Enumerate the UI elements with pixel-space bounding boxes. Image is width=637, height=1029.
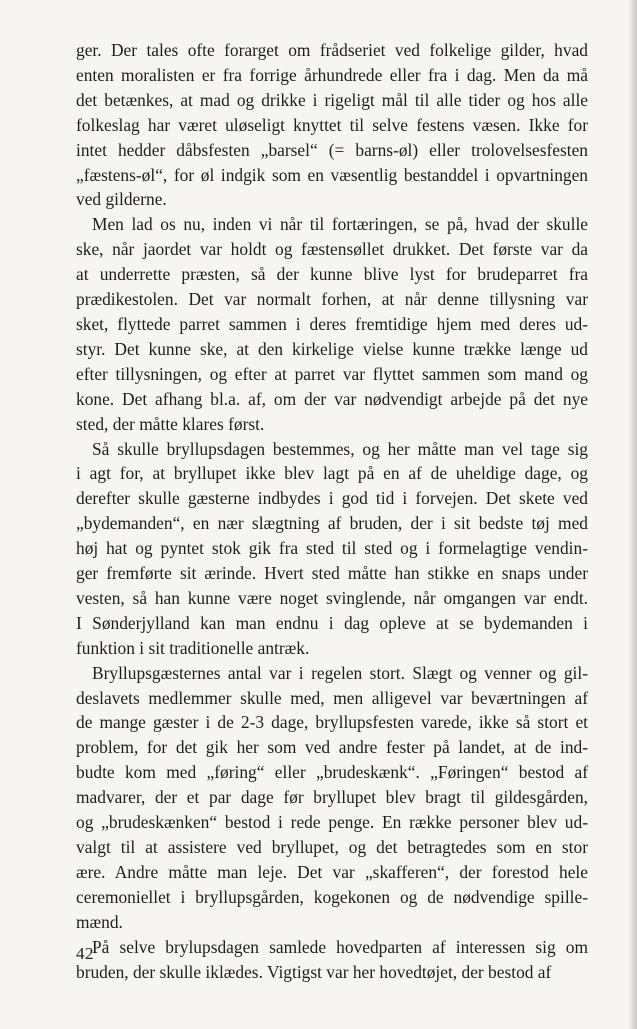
paragraph (76, 661, 588, 935)
text-line: høj hat og pyntet stok gik fra sted til sted og i formelagtige vendin- (76, 538, 588, 559)
text-line: budte kom med „føring“ eller „brudeskænk“. „Føringen“ bestod af (76, 762, 588, 783)
text-line: prædikestolen. Det var normalt forhen, at når denne tillysning var (76, 289, 588, 310)
text-line: styr. Det kunne ske, at den kirkelige vielse kunne trække længe ud (76, 338, 588, 359)
text-line: vesten, så han kunne være noget svinglende, når omgangen var endt. (76, 587, 588, 608)
page-edge-shadow (628, 0, 637, 1029)
paragraph (76, 212, 588, 436)
text-line: i agt for, at bryllupet ikke blev lagt på en af de uheldige dage, og (76, 463, 588, 484)
text-line: sted, der måtte klares først. (76, 413, 265, 434)
text-line: madvarer, der et par dage før bryllupet blev bragt til gildesgården, (76, 787, 588, 808)
text-line: ære. Andre måtte man leje. Det var „skafferen“, der forestod hele (76, 861, 588, 882)
text-line: ger. Der tales ofte forarget om frådseriet ved folkelige gilder, hvad (76, 40, 588, 60)
paragraph (76, 38, 588, 212)
page-number: 42 (76, 944, 94, 963)
text-line: ved gilderne. (76, 189, 167, 210)
text-line: ceremoniellet i bryllupsgården, kogekonen og de nødvendige spille- (76, 886, 588, 907)
text-line: På selve brylupsdagen samlede hovedparten af interessen sig om (92, 936, 588, 957)
body-text (76, 38, 588, 984)
text-line: „fæstens-øl“, for øl indgik som en væsentlig bestanddel i opvartningen (76, 164, 588, 185)
text-line: det betænkes, at mad og drikke i rigeligt mål til alle tider og hos alle (76, 89, 588, 110)
text-line: at underrette præsten, så der kunne blive lyst for brudeparret fra (76, 264, 588, 285)
text-line: de mange gæster i de 2-3 dage, bryllupsfesten varede, ikke så stort et (76, 712, 588, 733)
text-line: efter tillysningen, og efter at parret var flyttet sammen som mand og (76, 363, 588, 384)
text-line: kone. Det afhang bl.a. af, om der var nødvendigt arbejde på det nye (76, 388, 588, 409)
text-line: sket, flyttede parret sammen i deres fremtidige hjem med deres ud- (76, 313, 588, 334)
text-line: Men lad os nu, inden vi når til fortæringen, se på, hvad der skulle (92, 214, 588, 235)
text-line: funktion i sit traditionelle antræk. (76, 637, 310, 658)
text-line: „bydemanden“, en nær slægtning af bruden, der i sit bedste tøj med (76, 513, 588, 534)
text-line: Bryllupsgæsternes antal var i regelen stort. Slægt og venner og gil- (92, 662, 588, 683)
text-line: ske, når jaordet var holdt og fæstensøllet drukket. Det første var da (76, 239, 588, 260)
paragraph (76, 437, 588, 661)
text-line: Så skulle bryllupsdagen bestemmes, og her måtte man vel tage sig (92, 438, 588, 459)
text-line: derefter skulle gæsterne indbydes i god tid i forvejen. Det skete ved (76, 488, 588, 509)
text-line: problem, for det gik her som ved andre fester på landet, at de ind- (76, 737, 588, 758)
text-line: bruden, der skulle iklædes. Vigtigst var her hovedtøjet, der bestod af (76, 961, 552, 982)
paragraph (76, 935, 588, 985)
text-line: enten moralisten er fra forrige århundrede eller fra i dag. Men da må (76, 64, 588, 85)
text-line: I Sønderjylland kan man endnu i dag opleve at se bydemanden i (76, 612, 588, 633)
text-line: deslavets medlemmer skulle med, men alligevel var beværtningen af (76, 687, 588, 708)
text-line: og „brudeskænken“ bestod i rede penge. En række personer blev ud- (76, 812, 588, 833)
text-line: ger fremførte sit ærinde. Hvert sted måtte han stikke en snaps under (76, 563, 588, 584)
text-line: folkeslag har været uløseligt knyttet til selve festens væsen. Ikke for (76, 114, 588, 135)
text-line: valgt til at assistere ved bryllupet, og det betragtedes som en stor (76, 837, 588, 857)
text-line: intet hedder dåbsfesten „barsel“ (= barns-øl) eller trolovelsesfesten (76, 139, 588, 160)
text-line: mænd. (76, 911, 123, 932)
